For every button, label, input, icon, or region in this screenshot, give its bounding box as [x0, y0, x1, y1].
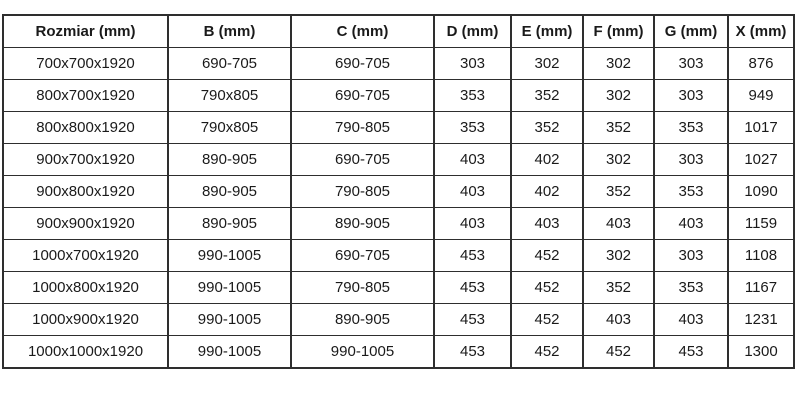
column-header: G (mm): [654, 15, 728, 48]
column-header: X (mm): [728, 15, 794, 48]
table-cell: 990-1005: [168, 240, 291, 272]
size-table: [2, 14, 795, 369]
table-cell: 1000x900x1920: [3, 304, 168, 336]
table-cell: 890-905: [168, 144, 291, 176]
table-body: [3, 48, 794, 369]
table-cell: 403: [434, 176, 511, 208]
table-cell: 352: [583, 112, 654, 144]
table-cell: 402: [511, 144, 583, 176]
table-cell: 452: [511, 304, 583, 336]
table-cell: 900x900x1920: [3, 208, 168, 240]
table-cell: 352: [511, 112, 583, 144]
table-cell: 403: [511, 208, 583, 240]
table-cell: 1159: [728, 208, 794, 240]
table-cell: 1300: [728, 336, 794, 369]
table-cell: 1000x1000x1920: [3, 336, 168, 369]
table-cell: 949: [728, 80, 794, 112]
table-cell: 303: [654, 80, 728, 112]
table-cell: 1000x800x1920: [3, 272, 168, 304]
table-cell: 403: [434, 208, 511, 240]
table-cell: 302: [583, 48, 654, 80]
table-cell: 900x800x1920: [3, 176, 168, 208]
table-cell: 890-905: [168, 208, 291, 240]
table-cell: 1167: [728, 272, 794, 304]
table-cell: 452: [511, 240, 583, 272]
table-cell: 302: [583, 240, 654, 272]
column-header: Rozmiar (mm): [3, 15, 168, 48]
table-cell: 790-805: [291, 112, 434, 144]
table-cell: 403: [654, 304, 728, 336]
table-cell: 303: [654, 240, 728, 272]
table-row: [3, 80, 794, 112]
table-cell: 990-1005: [168, 272, 291, 304]
table-cell: 890-905: [291, 304, 434, 336]
table-cell: 352: [583, 176, 654, 208]
table-cell: 302: [583, 144, 654, 176]
table-cell: 303: [654, 144, 728, 176]
table-cell: 303: [654, 48, 728, 80]
table-cell: 990-1005: [291, 336, 434, 369]
table-cell: 700x700x1920: [3, 48, 168, 80]
table-cell: 353: [654, 176, 728, 208]
table-cell: 1027: [728, 144, 794, 176]
table-cell: 1017: [728, 112, 794, 144]
table-row: [3, 272, 794, 304]
table-cell: 353: [434, 80, 511, 112]
table-cell: 890-905: [291, 208, 434, 240]
table-cell: 1000x700x1920: [3, 240, 168, 272]
table-row: [3, 144, 794, 176]
table-cell: 302: [583, 80, 654, 112]
table-cell: 790x805: [168, 80, 291, 112]
table-cell: 403: [654, 208, 728, 240]
column-header: E (mm): [511, 15, 583, 48]
table-cell: 990-1005: [168, 304, 291, 336]
table-cell: 990-1005: [168, 336, 291, 369]
table-row: [3, 336, 794, 369]
table-cell: 403: [434, 144, 511, 176]
table-row: [3, 208, 794, 240]
table-cell: 690-705: [291, 144, 434, 176]
table-cell: 453: [434, 304, 511, 336]
table-cell: 1108: [728, 240, 794, 272]
table-cell: 452: [583, 336, 654, 369]
table-row: [3, 240, 794, 272]
table-cell: 353: [654, 272, 728, 304]
table-row: [3, 48, 794, 80]
table-cell: 790-805: [291, 272, 434, 304]
table-cell: 402: [511, 176, 583, 208]
column-header: B (mm): [168, 15, 291, 48]
table-cell: 352: [583, 272, 654, 304]
table-cell: 800x700x1920: [3, 80, 168, 112]
column-header: F (mm): [583, 15, 654, 48]
table-cell: 403: [583, 208, 654, 240]
table-cell: 790-805: [291, 176, 434, 208]
table-cell: 353: [654, 112, 728, 144]
table-cell: 453: [434, 336, 511, 369]
table-cell: 352: [511, 80, 583, 112]
column-header: D (mm): [434, 15, 511, 48]
table-cell: 690-705: [168, 48, 291, 80]
table-cell: 876: [728, 48, 794, 80]
table-cell: 1090: [728, 176, 794, 208]
table-cell: 303: [434, 48, 511, 80]
table-cell: 452: [511, 272, 583, 304]
table-cell: 453: [434, 240, 511, 272]
table-cell: 302: [511, 48, 583, 80]
table-cell: 800x800x1920: [3, 112, 168, 144]
table-cell: 453: [654, 336, 728, 369]
table-row: [3, 304, 794, 336]
table-cell: 890-905: [168, 176, 291, 208]
table-cell: 690-705: [291, 80, 434, 112]
table-cell: 690-705: [291, 240, 434, 272]
table-row: [3, 112, 794, 144]
table-cell: 453: [434, 272, 511, 304]
table-cell: 690-705: [291, 48, 434, 80]
table-cell: 403: [583, 304, 654, 336]
table-row: [3, 176, 794, 208]
column-header: C (mm): [291, 15, 434, 48]
table-cell: 452: [511, 336, 583, 369]
header-row: [3, 15, 794, 48]
table-cell: 900x700x1920: [3, 144, 168, 176]
table-cell: 353: [434, 112, 511, 144]
table-cell: 790x805: [168, 112, 291, 144]
table-cell: 1231: [728, 304, 794, 336]
